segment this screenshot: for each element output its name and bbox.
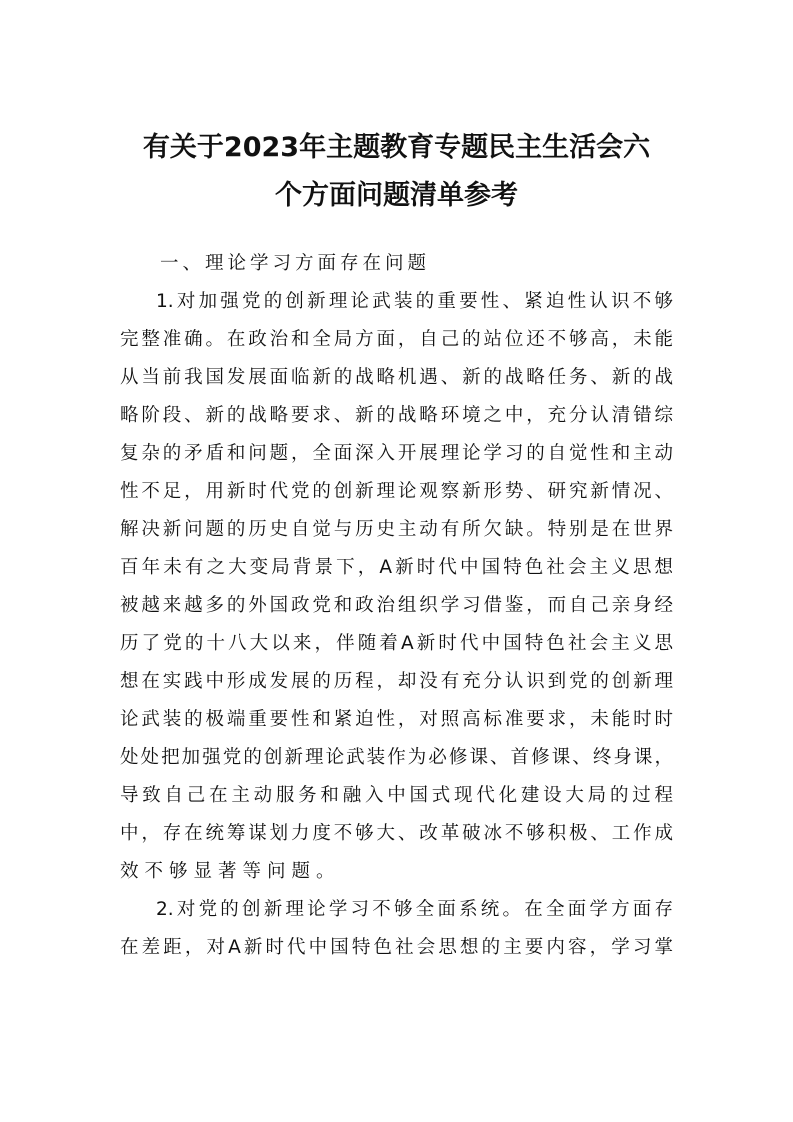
paragraph-line: 在差距，对A新时代中国特色社会思想的主要内容，学习掌 (120, 937, 673, 958)
paragraph-line: 1.对加强党的创新理论武装的重要性、紧迫性认识不够 (156, 291, 673, 312)
paragraph-line: 论武装的极端重要性和紧迫性，对照高标准要求，未能时时 (120, 709, 673, 730)
paragraph-line: 想在实践中形成发展的历程，却没有充分认识到党的创新理 (120, 671, 673, 692)
paragraph-line: 被越来越多的外国政党和政治组织学习借鉴，而自己亲身经 (120, 595, 673, 616)
paragraph-line: 复杂的矛盾和问题，全面深入开展理论学习的自觉性和主动 (120, 443, 673, 464)
paragraph-line: 效不够显著等问题。 (120, 861, 341, 882)
paragraph-1 (120, 283, 673, 891)
paragraph-line: 百年未有之大变局背景下，A新时代中国特色社会主义思想 (120, 557, 673, 578)
paragraph-line: 完整准确。在政治和全局方面，自己的站位还不够高，未能 (120, 329, 673, 350)
paragraph-line: 性不足，用新时代党的创新理论观察新形势、研究新情况、 (120, 481, 673, 502)
document-title-line-2: 个方面问题清单参考 (275, 180, 518, 211)
paragraph-line: 导致自己在主动服务和融入中国式现代化建设大局的过程 (120, 785, 673, 806)
paragraph-line: 处处把加强党的创新理论武装作为必修课、首修课、终身课， (120, 747, 673, 768)
paragraph-line: 历了党的十八大以来，伴随着A新时代中国特色社会主义思 (120, 633, 673, 654)
section-heading: 一、理论学习方面存在问题 (160, 253, 431, 274)
paragraph-line: 解决新问题的历史自觉与历史主动有所欠缺。特别是在世界 (120, 519, 673, 540)
paragraph-line: 从当前我国发展面临新的战略机遇、新的战略任务、新的战 (120, 367, 673, 388)
paragraph-line: 中，存在统筹谋划力度不够大、改革破冰不够积极、工作成 (120, 823, 673, 844)
paragraph-2 (120, 891, 673, 967)
paragraph-line: 略阶段、新的战略要求、新的战略环境之中，充分认清错综 (120, 405, 673, 426)
paragraph-line: 2.对党的创新理论学习不够全面系统。在全面学方面存 (156, 899, 673, 920)
document-body (120, 245, 673, 967)
document-title-line-1: 有关于2023年主题教育专题民主生活会六 (142, 132, 651, 163)
